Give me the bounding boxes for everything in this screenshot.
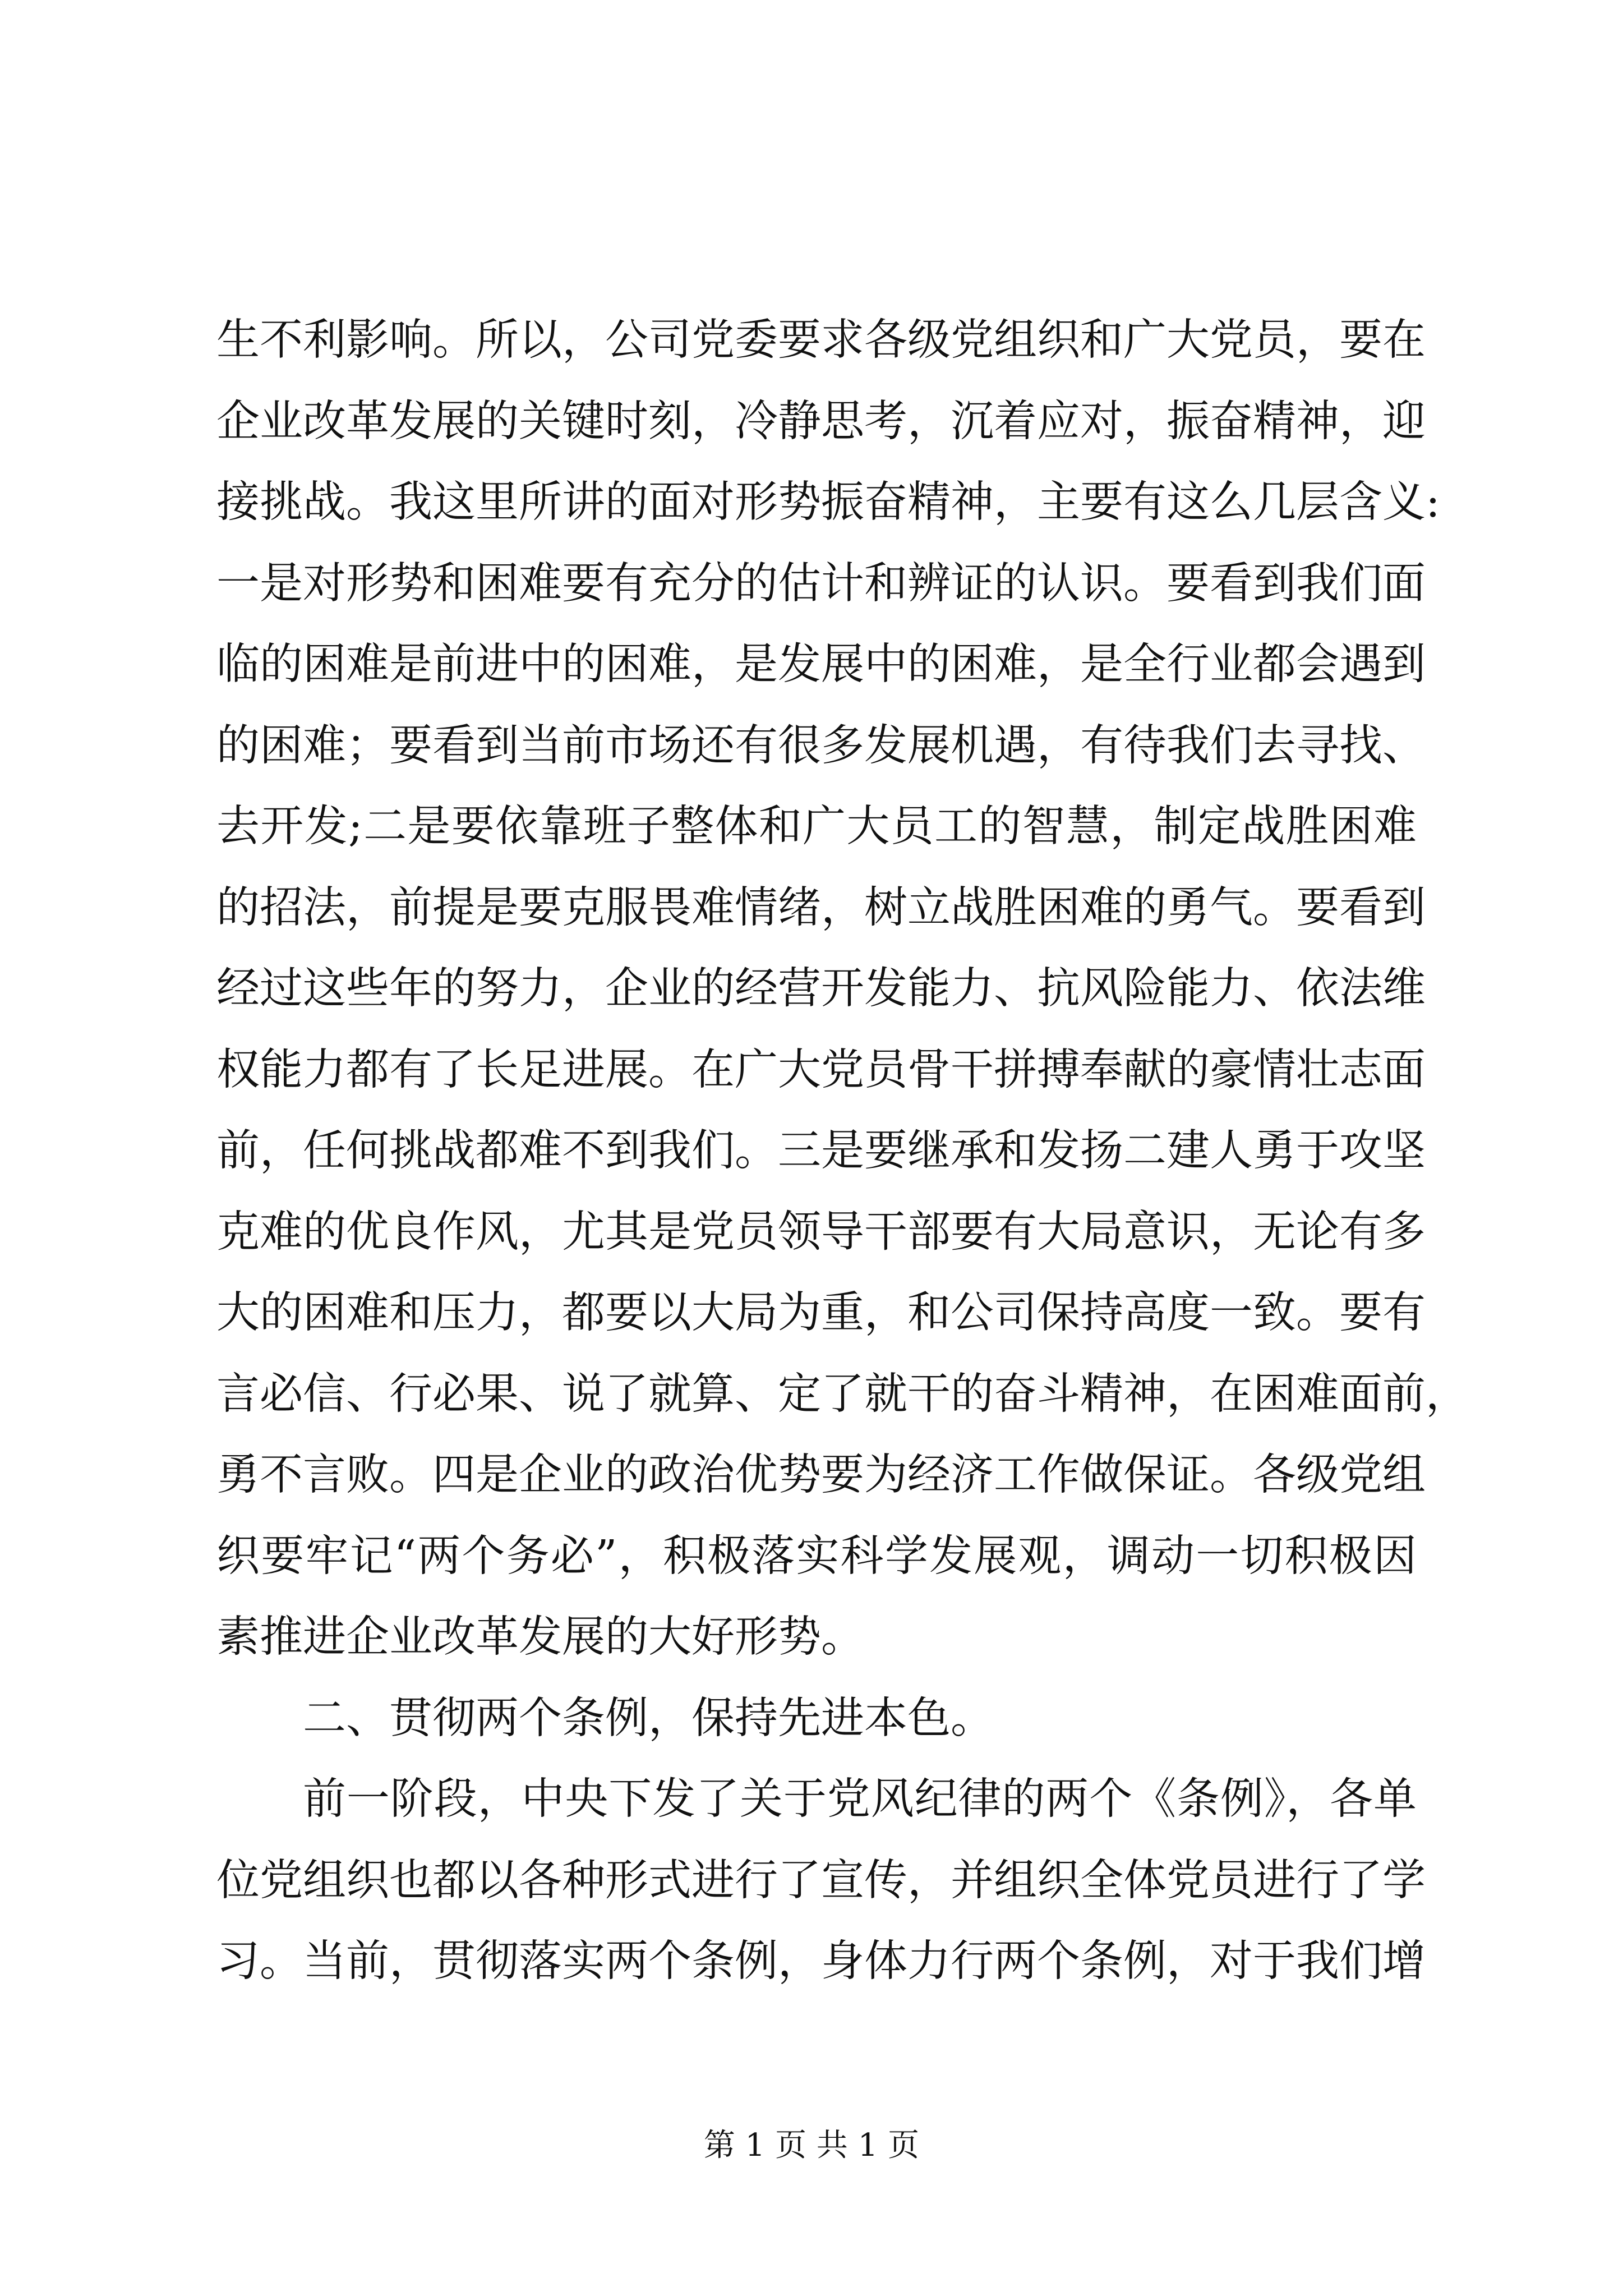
text-line: 前一阶段，中央下发了关于党风纪律的两个《条例》，各单 [303,1774,1417,1824]
text-line: 织要牢记“两个务必”，积极落实科学发展观，调动一切积极因 [216,1531,1417,1581]
text-line: 克难的优良作风，尤其是党员领导干部要有大局意识，无论有多 [216,1207,1426,1257]
text-line: 大的困难和压力，都要以大局为重，和公司保持高度一致。要有 [216,1288,1426,1338]
text-line: 素推进企业改革发展的大好形势。 [216,1612,864,1662]
text-line: 习。当前，贯彻落实两个条例，身体力行两个条例，对于我们增 [216,1936,1426,1986]
text-line: 权能力都有了长足进展。在广大党员骨干拼搏奉献的豪情壮志面 [216,1045,1426,1095]
text-line: 位党组织也都以各种形式进行了宣传，并组织全体党员进行了学 [216,1855,1426,1906]
page-footer: 第 1 页 共 1 页 [703,2127,920,2164]
text-line: 的招法，前提是要克服畏难情绪，树立战胜困难的勇气。要看到 [216,882,1426,933]
text-line: 企业改革发展的关键时刻，冷静思考，沉着应对，振奋精神，迎 [216,396,1426,447]
text-line: 勇不言败。四是企业的政治优势要为经济工作做保证。各级党组 [216,1450,1426,1500]
text-line: 经过这些年的努力，企业的经营开发能力、抗风险能力、依法维 [216,964,1426,1014]
text-line: 言必信、行必果、说了就算、定了就干的奋斗精神，在困难面前， [216,1369,1469,1419]
text-line: 生不利影响。所以，公司党委要求各级党组织和广大党员，要在 [216,315,1426,365]
text-line: 二、贯彻两个条例，保持先进本色。 [303,1693,994,1743]
body-text [216,300,1469,2003]
text-line: 接挑战。我这里所讲的面对形势振奋精神，主要有这么几层含义: [216,477,1440,527]
text-line: 一是对形势和困难要有充分的估计和辨证的认识。要看到我们面 [216,558,1426,609]
text-line: 去开发;二是要依靠班子整体和广大员工的智慧，制定战胜困难 [216,802,1417,852]
text-line: 的困难；要看到当前市场还有很多发展机遇，有待我们去寻找、 [216,720,1426,771]
text-line: 临的困难是前进中的困难，是发展中的困难，是全行业都会遇到 [216,639,1426,689]
text-line: 前，任何挑战都难不到我们。三是要继承和发扬二建人勇于攻坚 [216,1126,1426,1176]
